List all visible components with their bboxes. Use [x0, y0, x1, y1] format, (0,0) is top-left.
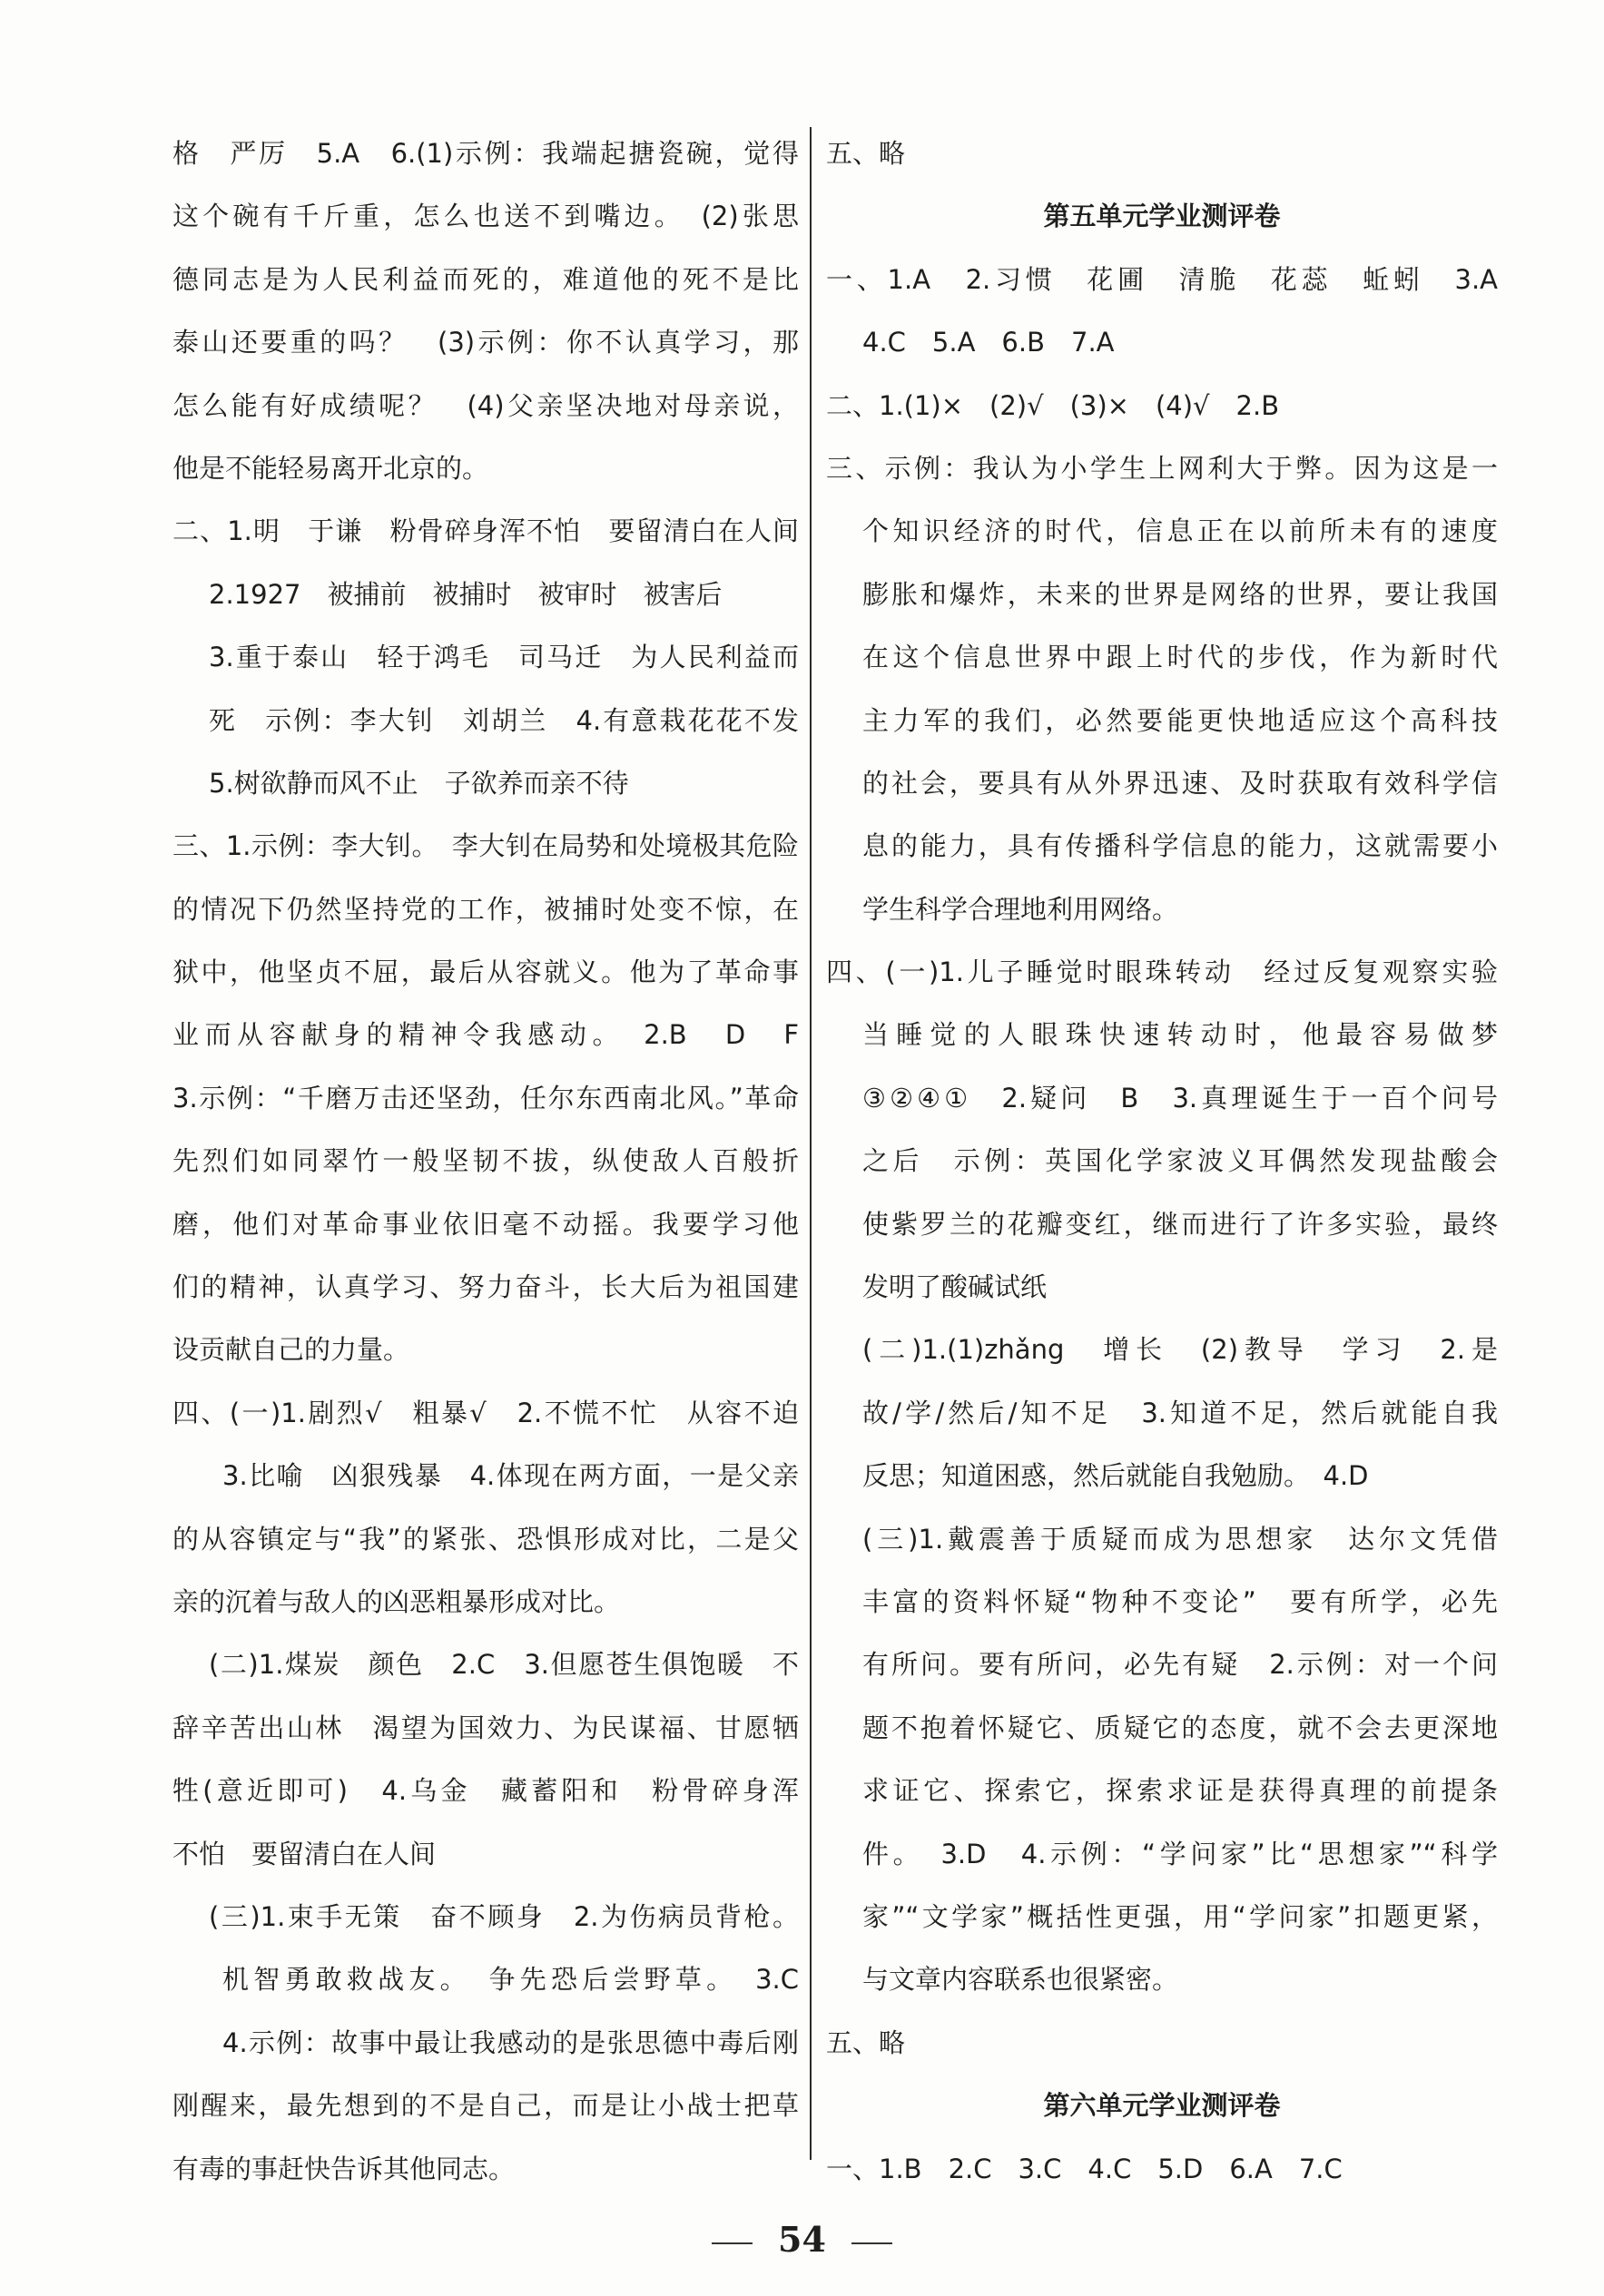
section-heading-2: 二、1.明 于谦 粉骨碎身浑不怕 要留清白在人间 — [172, 515, 799, 547]
text-line: 3.比喻 凶狠残暴 4.体现在两方面，一是父亲 — [222, 1460, 799, 1492]
text-line: 死 示例：李大钊 刘胡兰 4.有意栽花花不发 — [209, 704, 799, 736]
text-line: 件。 3.D 4.示例：“学问家”比“思想家”“科学 — [862, 1838, 1498, 1869]
text-line: 的情况下仍然坚持党的工作，被捕时处变不惊，在 — [172, 893, 799, 925]
text-line: 当睡觉的人眼珠快速转动时，他最容易做梦 — [862, 1019, 1498, 1051]
text-line: (二)1.煤炭 颜色 2.C 3.但愿苍生俱饱暖 不 — [209, 1649, 799, 1681]
text-line: 故/学/然后/知不足 3.知道不足，然后就能自我 — [862, 1397, 1498, 1428]
text-line: 亲的沉着与敌人的凶恶粗暴形成对比。 — [172, 1585, 621, 1617]
text-line: 2.1927 被捕前 被捕时 被审时 被害后 — [209, 578, 723, 610]
page-footer — [0, 2219, 1604, 2260]
text-line: 设贡献自己的力量。 — [172, 1334, 410, 1366]
text-line: 怎么能有好成绩呢？ (4)父亲坚决地对母亲说， — [172, 389, 799, 421]
text-line: 格 严厉 5.A 6.(1)示例：我端起搪瓷碗，觉得 — [172, 138, 799, 169]
text-line: 求证它、探索它，探索求证是获得真理的前提条 — [862, 1775, 1498, 1807]
text-line: 丰富的资料怀疑“物种不变论” 要有所学，必先 — [862, 1585, 1498, 1617]
footer-dash-left — [712, 2242, 753, 2244]
text-line: 有所问。要有所问，必先有疑 2.示例：对一个问 — [862, 1649, 1498, 1681]
unit-6-title: 第六单元学业测评卷 — [1043, 2090, 1281, 2122]
text-line: ③②④① 2.疑问 B 3.真理诞生于一百个问号 — [862, 1082, 1498, 1114]
text-line: 之后 示例：英国化学家波义耳偶然发现盐酸会 — [862, 1145, 1498, 1177]
unit-5-title: 第五单元学业测评卷 — [1043, 201, 1281, 232]
text-line: 的社会，要具有从外界迅速、及时获取有效科学信 — [862, 767, 1498, 799]
text-line: 学生科学合理地利用网络。 — [862, 893, 1179, 925]
text-line: 四、(一)1.儿子睡觉时眼珠转动 经过反复观察实验 — [826, 957, 1498, 988]
text-line: 在这个信息世界中跟上时代的步伐，作为新时代 — [862, 642, 1498, 673]
section-heading-3: 三、1.示例：李大钊。 李大钊在局势和处境极其危险 — [172, 830, 799, 862]
page-number: 54 — [778, 2219, 826, 2260]
text-line: 题不抱着怀疑它、质疑它的态度，就不会去更深地 — [862, 1712, 1498, 1743]
text-line: 家”“文学家”概括性更强，用“学问家”扣题更紧， — [862, 1900, 1498, 1932]
text-line: 与文章内容联系也很紧密。 — [862, 1964, 1179, 1996]
text-line: 发明了酸碱试纸 — [862, 1271, 1048, 1303]
text-line: 3.示例：“千磨万击还坚劲，任尔东西南北风。”革命 — [172, 1082, 799, 1114]
text-line: 德同志是为人民利益而死的，难道他的死不是比 — [172, 263, 799, 295]
left-column — [172, 123, 799, 2201]
column-divider — [810, 127, 812, 2160]
text-line: (三)1.束手无策 奋不顾身 2.为伤病员背枪。 — [209, 1900, 799, 1932]
text-line: 先烈们如同翠竹一般坚韧不拔，纵使敌人百般折 — [172, 1145, 799, 1177]
text-line: 们的精神，认真学习、努力奋斗，长大后为祖国建 — [172, 1271, 799, 1303]
text-line: 5.树欲静而风不止 子欲养而亲不待 — [209, 767, 629, 799]
section-heading-4: 四、(一)1.剧烈√ 粗暴√ 2.不慌不忙 从容不迫 — [172, 1397, 799, 1428]
text-line: 主力军的我们，必然要能更快地适应这个高科技 — [862, 704, 1498, 736]
text-line: 不怕 要留清白在人间 — [172, 1838, 437, 1869]
footer-dash-right — [851, 2242, 892, 2244]
text-line: 牲(意近即可) 4.乌金 藏蓄阳和 粉骨碎身浑 — [172, 1775, 799, 1807]
text-line: 反思；知道困惑，然后就能自我勉励。 4.D — [862, 1460, 1369, 1492]
text-line: (二)1.(1)zhǎng 增长 (2)教导 学习 2.是 — [862, 1334, 1498, 1366]
text-line: 个知识经济的时代，信息正在以前所未有的速度 — [862, 515, 1498, 547]
text-line: 泰山还要重的吗？ (3)示例：你不认真学习，那 — [172, 327, 799, 358]
text-line: 刚醒来，最先想到的不是自己，而是让小战士把草 — [172, 2090, 799, 2122]
text-line: 业而从容献身的精神令我感动。 2.B D F — [172, 1019, 799, 1051]
text-line: 磨，他们对革命事业依旧毫不动摇。我要学习他 — [172, 1208, 799, 1240]
right-column — [826, 123, 1498, 2201]
text-line: 3.重于泰山 轻于鸿毛 司马迁 为人民利益而 — [209, 642, 799, 673]
text-line: (三)1.戴震善于质疑而成为思想家 达尔文凭借 — [862, 1523, 1498, 1555]
text-line: 4.C 5.A 6.B 7.A — [862, 327, 1115, 358]
section-heading-5b: 五、略 — [826, 2026, 906, 2058]
text-line: 狱中，他坚贞不屈，最后从容就义。他为了革命事 — [172, 957, 799, 988]
section-heading-5: 五、略 — [826, 138, 906, 169]
text-line: 有毒的事赶快告诉其他同志。 — [172, 2153, 516, 2184]
text-line: 一、1.B 2.C 3.C 4.C 5.D 6.A 7.C — [826, 2153, 1343, 2184]
text-line: 这个碗有千斤重，怎么也送不到嘴边。 (2)张思 — [172, 201, 799, 232]
text-line: 他是不能轻易离开北京的。 — [172, 452, 489, 484]
text-line: 机智勇敢救战友。 争先恐后尝野草。 3.C — [222, 1964, 799, 1996]
text-line: 二、1.(1)× (2)√ (3)× (4)√ 2.B — [826, 389, 1280, 421]
text-line: 使紫罗兰的花瓣变红，继而进行了许多实验，最终 — [862, 1208, 1498, 1240]
text-line: 4.示例：故事中最让我感动的是张思德中毒后刚 — [222, 2026, 799, 2058]
text-line: 膨胀和爆炸，未来的世界是网络的世界，要让我国 — [862, 578, 1498, 610]
text-line: 三、示例：我认为小学生上网利大于弊。因为这是一 — [826, 452, 1498, 484]
text-line: 的从容镇定与“我”的紧张、恐惧形成对比，二是父 — [172, 1523, 799, 1555]
text-line: 辞辛苦出山林 渴望为国效力、为民谋福、甘愿牺 — [172, 1712, 799, 1743]
text-line: 息的能力，具有传播科学信息的能力，这就需要小 — [862, 830, 1498, 862]
text-line: 一、1.A 2.习惯 花圃 清脆 花蕊 蚯蚓 3.A — [826, 263, 1498, 295]
